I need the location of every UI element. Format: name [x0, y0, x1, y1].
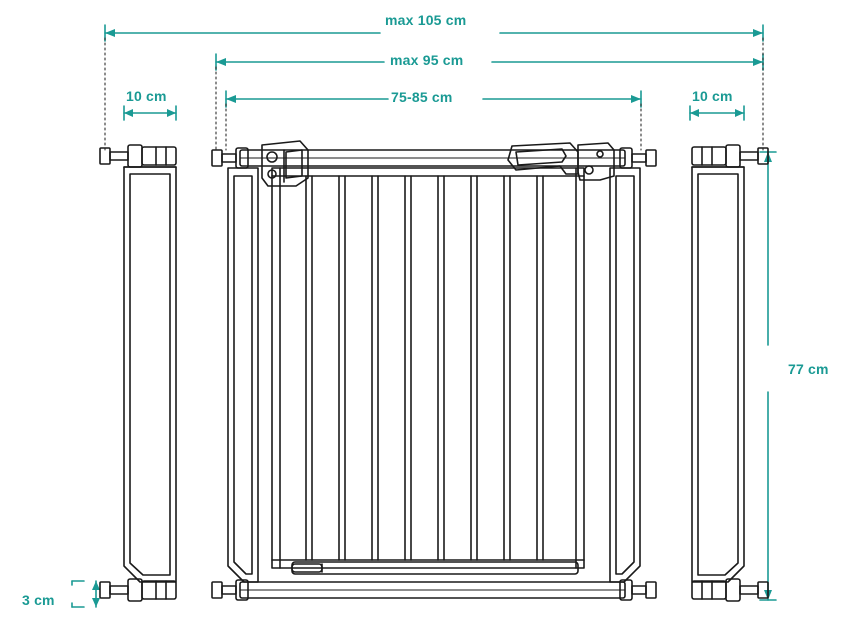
label-height-77cm: 77 cm: [788, 361, 829, 377]
latch-mechanism: [508, 143, 614, 180]
main-gate-panel: [212, 141, 656, 600]
gate-bars: [306, 176, 543, 560]
lock-handle: [262, 141, 308, 186]
left-extension-panel: [100, 145, 176, 601]
right-extension-panel: [692, 145, 768, 601]
label-gate-width: 75-85 cm: [391, 89, 453, 105]
label-left-10cm: 10 cm: [126, 88, 167, 104]
label-max-105: max 105 cm: [385, 12, 467, 28]
label-max-95: max 95 cm: [390, 52, 464, 68]
label-depth-3cm: 3 cm: [22, 592, 55, 608]
dimension-lines: [72, 25, 776, 607]
label-right-10cm: 10 cm: [692, 88, 733, 104]
